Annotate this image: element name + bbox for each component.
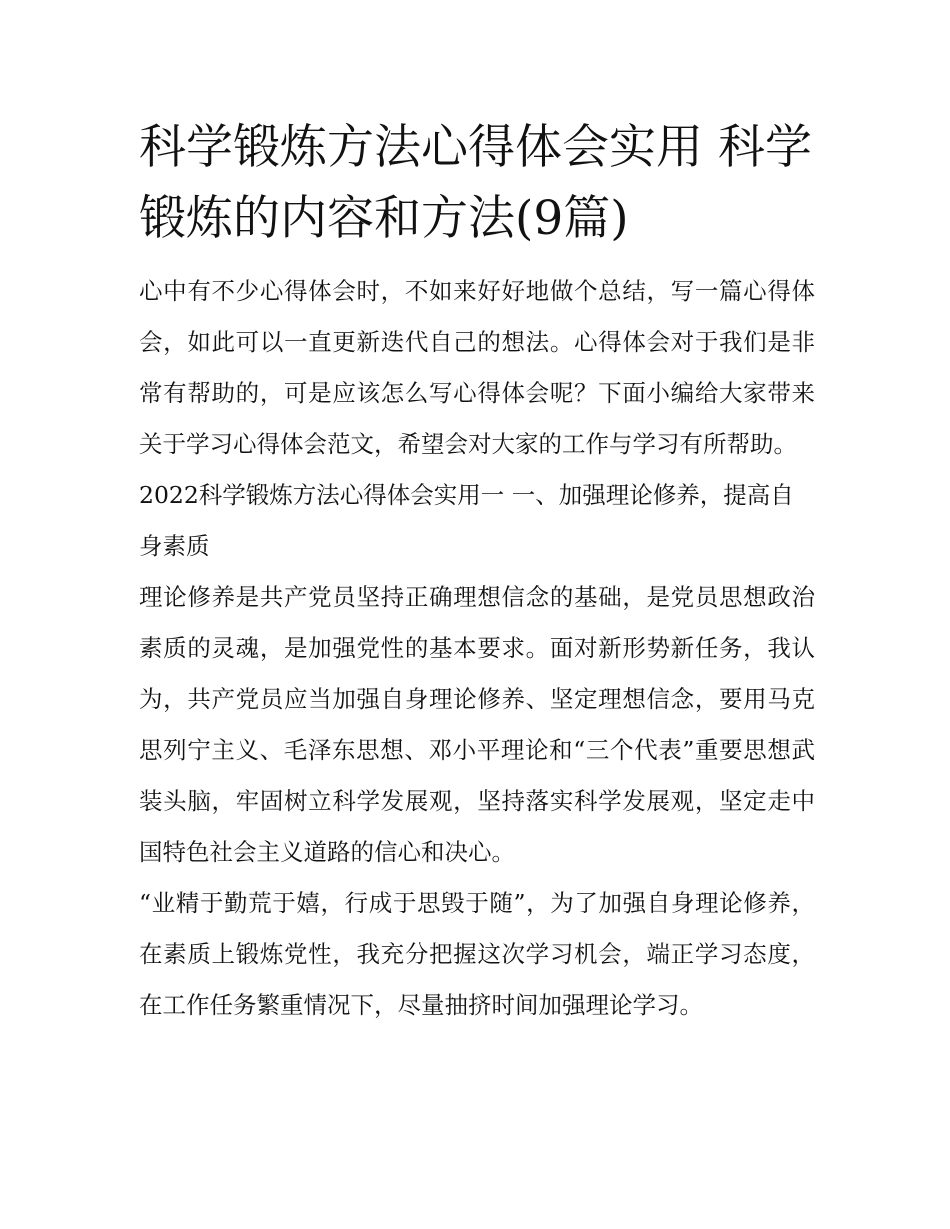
section-heading: 2022科学锻炼方法心得体会实用一 一、加强理论修养，提高自身素质 — [139, 481, 794, 560]
body-paragraph: 理论修养是共产党员坚持正确理想信念的基础，是党员思想政治素质的灵魂，是加强党性的基本要求。面对新形势新任务，我认为，共产党员应当加强自身理论修养、坚定理想信念，要用马克思列宁主义、毛泽东思想、邓小平理论和“三个代表”重要思想武装头脑，牢固树立科学发展观，坚持落实科学发展观，坚定走中国特色社会主义道路的信心和决心。 — [139, 583, 815, 866]
body-paragraph: “业精于勤荒于嬉，行成于思毁于随”，为了加强自身理论修养，在素质上锻炼党性，我充分把握这次学习机会，端正学习态度，在工作任务繁重情况下，尽量抽挤时间加强理论学习。 — [139, 889, 815, 1019]
document-page — [139, 112, 815, 1031]
intro-paragraph: 心中有不少心得体会时，不如来好好地做个总结，写一篇心得体会，如此可以一直更新迭代自己的想法。心得体会对于我们是非常有帮助的，可是应该怎么写心得体会呢？下面小编给大家带来关于学习心得体会范文，希望会对大家的工作与学习有所帮助。 — [139, 277, 815, 458]
document-title: 科学锻炼方法心得体会实用 科学锻炼的内容和方法(9篇) — [139, 120, 812, 246]
